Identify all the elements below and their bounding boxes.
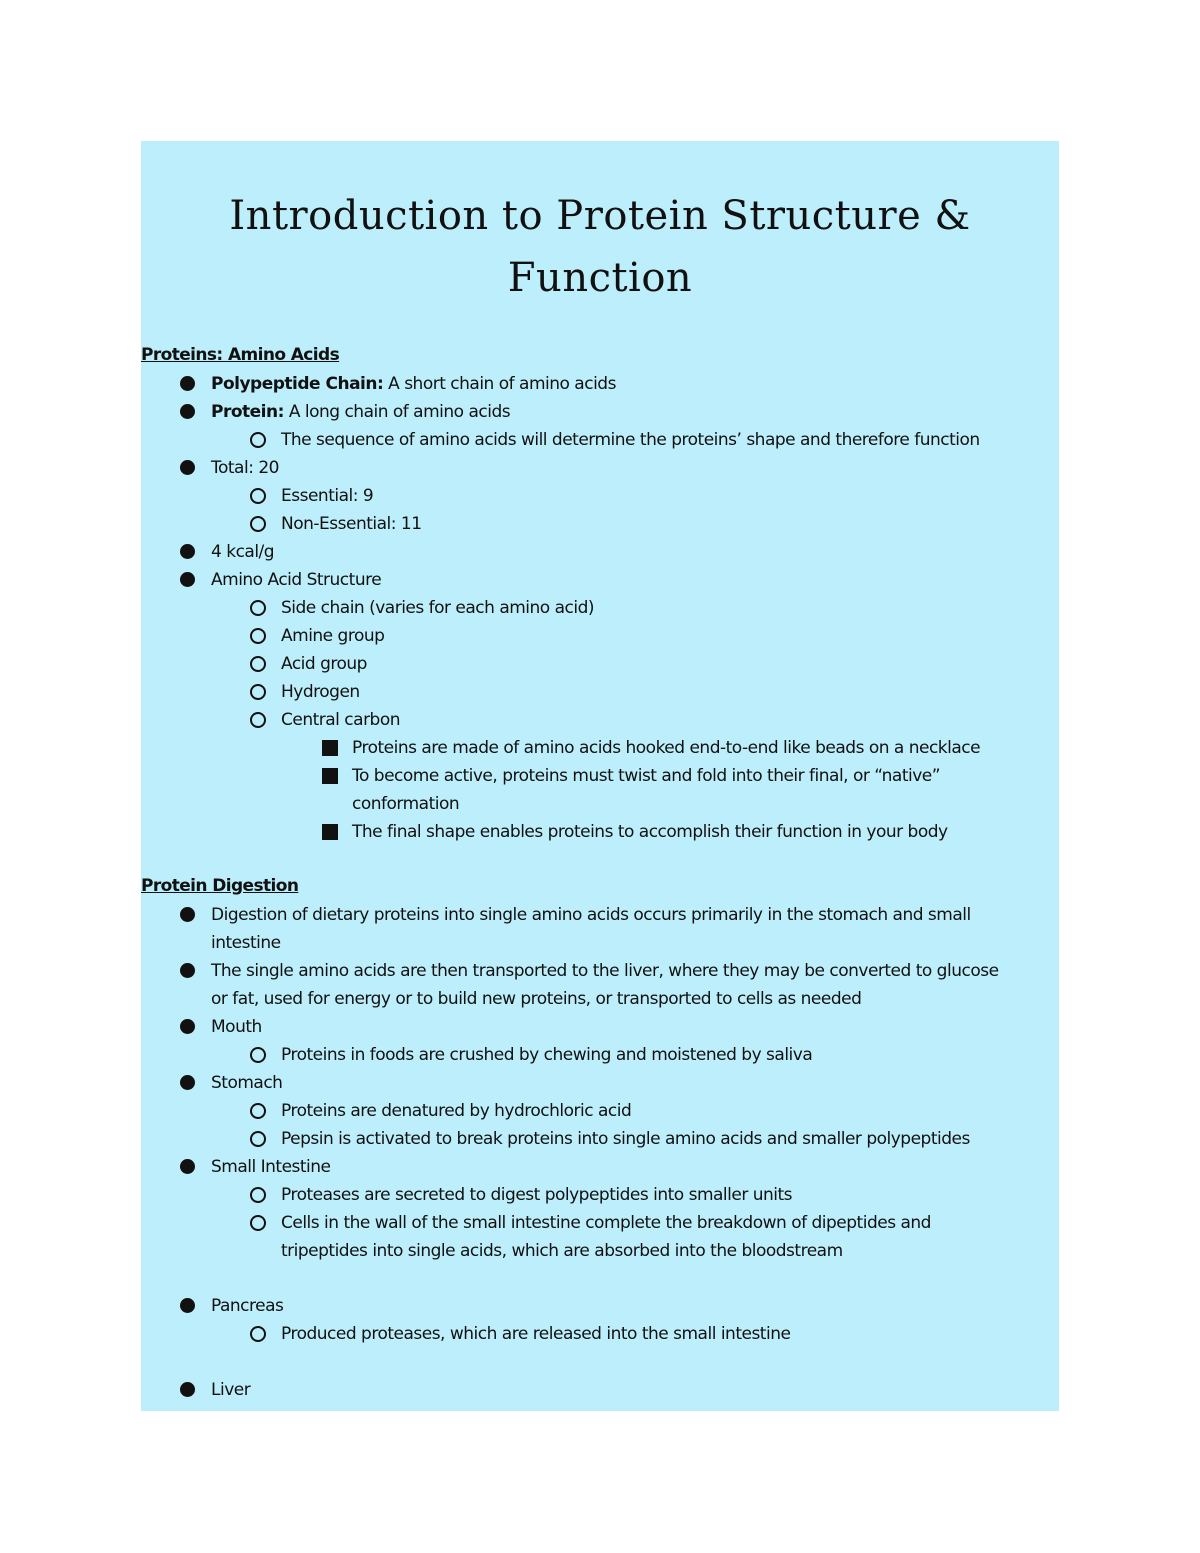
title-line-2: Function — [507, 255, 693, 301]
list-item — [211, 1013, 262, 1041]
list-item-term: Polypeptide Chain: — [211, 374, 384, 394]
list-item-text: Amine group — [281, 626, 385, 646]
list-item-text: intestine — [211, 933, 281, 953]
list-item-text: Total: 20 — [211, 458, 279, 478]
hollow-circle-bullet-icon — [250, 684, 266, 700]
hollow-circle-bullet-icon — [250, 600, 266, 616]
list-item-text: Mouth — [211, 1017, 262, 1037]
filled-circle-bullet-icon — [180, 1382, 195, 1397]
list-item-text: Proteins are made of amino acids hooked end-to-end like beads on a necklace — [352, 738, 981, 758]
hollow-circle-bullet-icon — [250, 516, 266, 532]
list-item — [352, 818, 948, 846]
hollow-circle-bullet-icon — [250, 656, 266, 672]
list-item-text: Central carbon — [281, 710, 401, 730]
list-item-text: Non-Essential: 11 — [281, 514, 422, 534]
list-item — [281, 622, 384, 650]
section-heading: Proteins: Amino Acids — [141, 345, 340, 365]
list-item — [211, 1376, 250, 1404]
list-item-text: or fat, used for energy or to build new proteins, or transported to cells as needed — [211, 989, 862, 1009]
hollow-circle-bullet-icon — [250, 1103, 266, 1119]
list-item-text: Cells in the wall of the small intestine complete the breakdown of dipeptides and — [281, 1213, 931, 1233]
list-item-text: A short chain of amino acids — [383, 374, 616, 394]
filled-circle-bullet-icon — [180, 1159, 195, 1174]
square-bullet-icon — [322, 740, 338, 756]
list-item — [211, 370, 616, 398]
hollow-circle-bullet-icon — [250, 1047, 266, 1063]
filled-circle-bullet-icon — [180, 907, 195, 922]
list-item-text: conformation — [352, 794, 460, 814]
list-item — [211, 1069, 282, 1097]
filled-circle-bullet-icon — [180, 572, 195, 587]
filled-circle-bullet-icon — [180, 404, 195, 419]
list-item — [281, 678, 360, 706]
filled-circle-bullet-icon — [180, 376, 195, 391]
hollow-circle-bullet-icon — [250, 488, 266, 504]
filled-circle-bullet-icon — [180, 1019, 195, 1034]
section-heading: Protein Digestion — [141, 876, 299, 896]
filled-circle-bullet-icon — [180, 460, 195, 475]
list-item-text: Amino Acid Structure — [211, 570, 382, 590]
hollow-circle-bullet-icon — [250, 628, 266, 644]
list-item — [281, 1209, 931, 1237]
filled-circle-bullet-icon — [180, 1298, 195, 1313]
hollow-circle-bullet-icon — [250, 1187, 266, 1203]
list-item-text: Proteases are secreted to digest polypeptides into smaller units — [281, 1185, 793, 1205]
list-item — [211, 566, 381, 594]
square-bullet-icon — [322, 768, 338, 784]
title-line-1: Introduction to Protein Structure & — [229, 193, 971, 239]
list-item — [281, 1181, 792, 1209]
list-item-text: Liver — [211, 1380, 251, 1400]
list-item — [211, 1292, 283, 1320]
filled-circle-bullet-icon — [180, 963, 195, 978]
list-item-text: The single amino acids are then transported to the liver, where they may be converted to glucose — [211, 961, 999, 981]
hollow-circle-bullet-icon — [250, 1215, 266, 1231]
hollow-circle-bullet-icon — [250, 712, 266, 728]
list-item-text: A long chain of amino acids — [283, 402, 511, 422]
hollow-circle-bullet-icon — [250, 1131, 266, 1147]
list-item-continuation — [211, 929, 281, 957]
list-item — [211, 538, 274, 566]
list-item-text: Produced proteases, which are released into the small intestine — [281, 1324, 791, 1344]
list-item-text: 4 kcal/g — [211, 542, 275, 562]
list-item — [281, 1320, 790, 1348]
list-item-text: The final shape enables proteins to accomplish their function in your body — [352, 822, 948, 842]
list-item-continuation — [281, 1237, 843, 1265]
list-item-text: Proteins in foods are crushed by chewing and moistened by saliva — [281, 1045, 813, 1065]
document-title — [0, 185, 1200, 309]
list-item — [281, 1041, 812, 1069]
list-item — [211, 1153, 331, 1181]
list-item-continuation — [211, 985, 861, 1013]
list-item-text: Pepsin is activated to break proteins into single amino acids and smaller polypeptides — [281, 1129, 970, 1149]
list-item — [281, 1097, 631, 1125]
list-item — [281, 594, 594, 622]
list-item-text: Essential: 9 — [281, 486, 374, 506]
list-item-term: Protein: — [211, 402, 284, 422]
list-item-text: tripeptides into single acids, which are absorbed into the bloodstream — [281, 1241, 843, 1261]
list-item — [281, 706, 400, 734]
list-item-text: Small Intestine — [211, 1157, 331, 1177]
list-item-text: Proteins are denatured by hydrochloric acid — [281, 1101, 632, 1121]
list-item — [352, 734, 980, 762]
list-item — [211, 398, 510, 426]
list-item-text: Side chain (varies for each amino acid) — [281, 598, 595, 618]
list-item-text: Digestion of dietary proteins into single amino acids occurs primarily in the stomach and small — [211, 905, 971, 925]
list-item-text: Pancreas — [211, 1296, 284, 1316]
list-item-text: Hydrogen — [281, 682, 360, 702]
list-item — [211, 901, 971, 929]
filled-circle-bullet-icon — [180, 544, 195, 559]
list-item — [211, 957, 999, 985]
list-item-text: Acid group — [281, 654, 367, 674]
list-item — [281, 482, 373, 510]
list-item-text: Stomach — [211, 1073, 283, 1093]
filled-circle-bullet-icon — [180, 1075, 195, 1090]
square-bullet-icon — [322, 824, 338, 840]
list-item-text: The sequence of amino acids will determine the proteins’ shape and therefore function — [281, 430, 980, 450]
list-item — [281, 426, 980, 454]
list-item-text: To become active, proteins must twist and fold into their final, or “native” — [352, 766, 941, 786]
list-item — [211, 454, 279, 482]
list-item — [281, 1125, 970, 1153]
hollow-circle-bullet-icon — [250, 1326, 266, 1342]
list-item — [281, 650, 367, 678]
list-item-continuation — [352, 790, 459, 818]
hollow-circle-bullet-icon — [250, 432, 266, 448]
list-item — [281, 510, 422, 538]
list-item — [352, 762, 940, 790]
